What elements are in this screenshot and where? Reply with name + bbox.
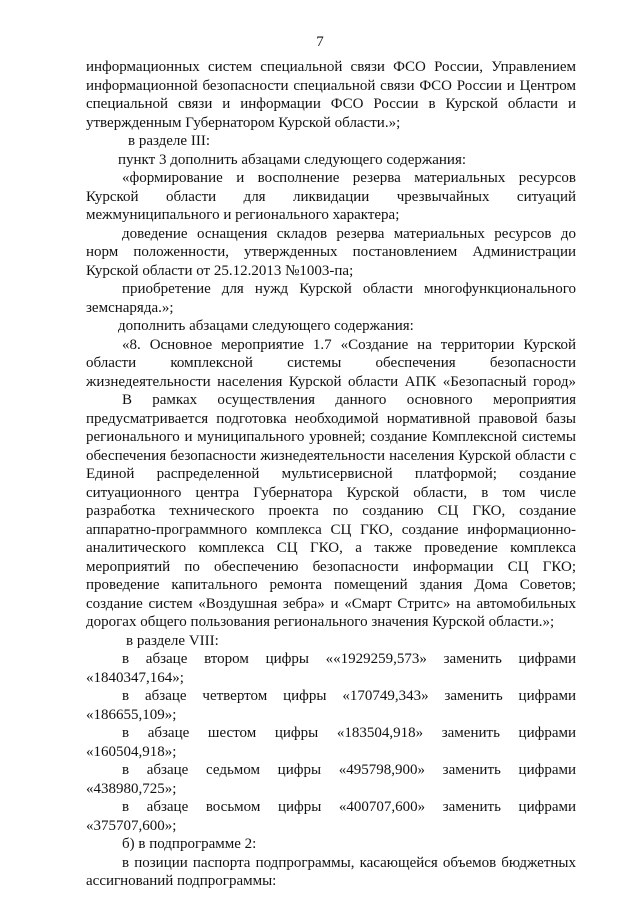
text-line: создание систем «Воздушная зебра» и «Смарт Стритс» на автомобильных (86, 595, 576, 612)
text-line: дорогах общего пользования регионального значения Курской области.»; (86, 614, 555, 630)
text-line: «160504,918»; (86, 743, 177, 760)
text-line: аппаратно-программного комплекса СЦ ГКО, создание информационно- (86, 521, 576, 538)
text-line: «1840347,164»; (86, 669, 184, 686)
text-line: ассигнований подпрограммы: (86, 873, 277, 889)
text-line: специальной связи и информации ФСО России в Курской области и (86, 96, 576, 112)
text-line: В рамках осуществления данного основного мероприятия (122, 392, 576, 408)
text-line: мероприятий по обеспечению безопасности информации СЦ ГКО; (86, 558, 576, 575)
text-line: в разделе VIII: (126, 632, 219, 649)
text-line: в абзаце седьмом цифры «495798,900» заменить цифрами (122, 762, 576, 778)
text-line: обеспечения безопасности жизнедеятельности населения Курской области с (86, 447, 576, 464)
text-line: регионального и муниципального уровней; создание Комплексной системы (86, 429, 576, 445)
text-line: «формирование и восполнение резерва материальных ресурсов (122, 170, 576, 186)
text-line: в абзаце восьмом цифры «400707,600» заменить цифрами (122, 799, 576, 815)
text-line: в абзаце втором цифры ««1929259,573» заменить цифрами (122, 651, 576, 667)
text-line: в абзаце шестом цифры «183504,918» заменить цифрами (122, 725, 576, 741)
text-line: проведение капитального ремонта помещений здания Дома Советов; (86, 577, 576, 593)
text-line: норм положенности, утвержденных постановлением Администрации (86, 244, 576, 260)
document-body (86, 58, 576, 891)
text-line: межмуниципального и регионального характера; (86, 207, 400, 223)
text-line: утвержденным Губернатором Курской области.»; (86, 114, 401, 131)
text-line: дополнить абзацами следующего содержания: (118, 318, 414, 334)
text-line: пункт 3 дополнить абзацами следующего содержания: (118, 151, 467, 168)
text-line: доведение оснащения складов резерва материальных ресурсов до (122, 225, 576, 242)
text-line: предусматривается подготовка необходимой нормативной правовой базы (86, 410, 576, 427)
text-line: ситуационного центра Губернатора Курской области, в том числе (86, 484, 576, 501)
text-line: в разделе III: (128, 133, 210, 149)
text-line: разработка технического проекта по созданию СЦ ГКО, создание (86, 503, 576, 519)
text-line: б) в подпрограмме 2: (122, 836, 257, 852)
text-line: Курской области для ликвидации чрезвычайных ситуаций (86, 188, 576, 205)
text-line: в абзаце четвертом цифры «170749,343» заменить цифрами (122, 688, 576, 704)
text-line: аналитического комплекса СЦ ГКО, а также проведение комплекса (86, 540, 576, 556)
text-line: Единой распределенной мультисервисной платформой; создание (86, 466, 576, 482)
text-line: Курской области от 25.12.2013 №1003-па; (86, 262, 354, 279)
text-line: жизнедеятельности населения Курской области АПК «Безопасный город» (86, 373, 576, 390)
text-line: «438980,725»; (86, 780, 177, 797)
text-line: земснаряда.»; (86, 299, 174, 316)
text-line: информационной безопасности специальной связи ФСО России и Центром (86, 77, 576, 94)
text-line: «186655,109»; (86, 706, 177, 723)
text-line: области комплексной системы обеспечения безопасности (86, 355, 576, 371)
text-line: информационных систем специальной связи ФСО России, Управлением (86, 59, 576, 75)
text-line: в позиции паспорта подпрограммы, касающейся объемов бюджетных (122, 854, 576, 871)
text-line: «8. Основное мероприятие 1.7 «Создание на территории Курской (122, 336, 576, 353)
text-line: «375707,600»; (86, 817, 177, 834)
text-line: приобретение для нужд Курской области многофункционального (122, 281, 576, 297)
page-number: 7 (316, 34, 324, 50)
